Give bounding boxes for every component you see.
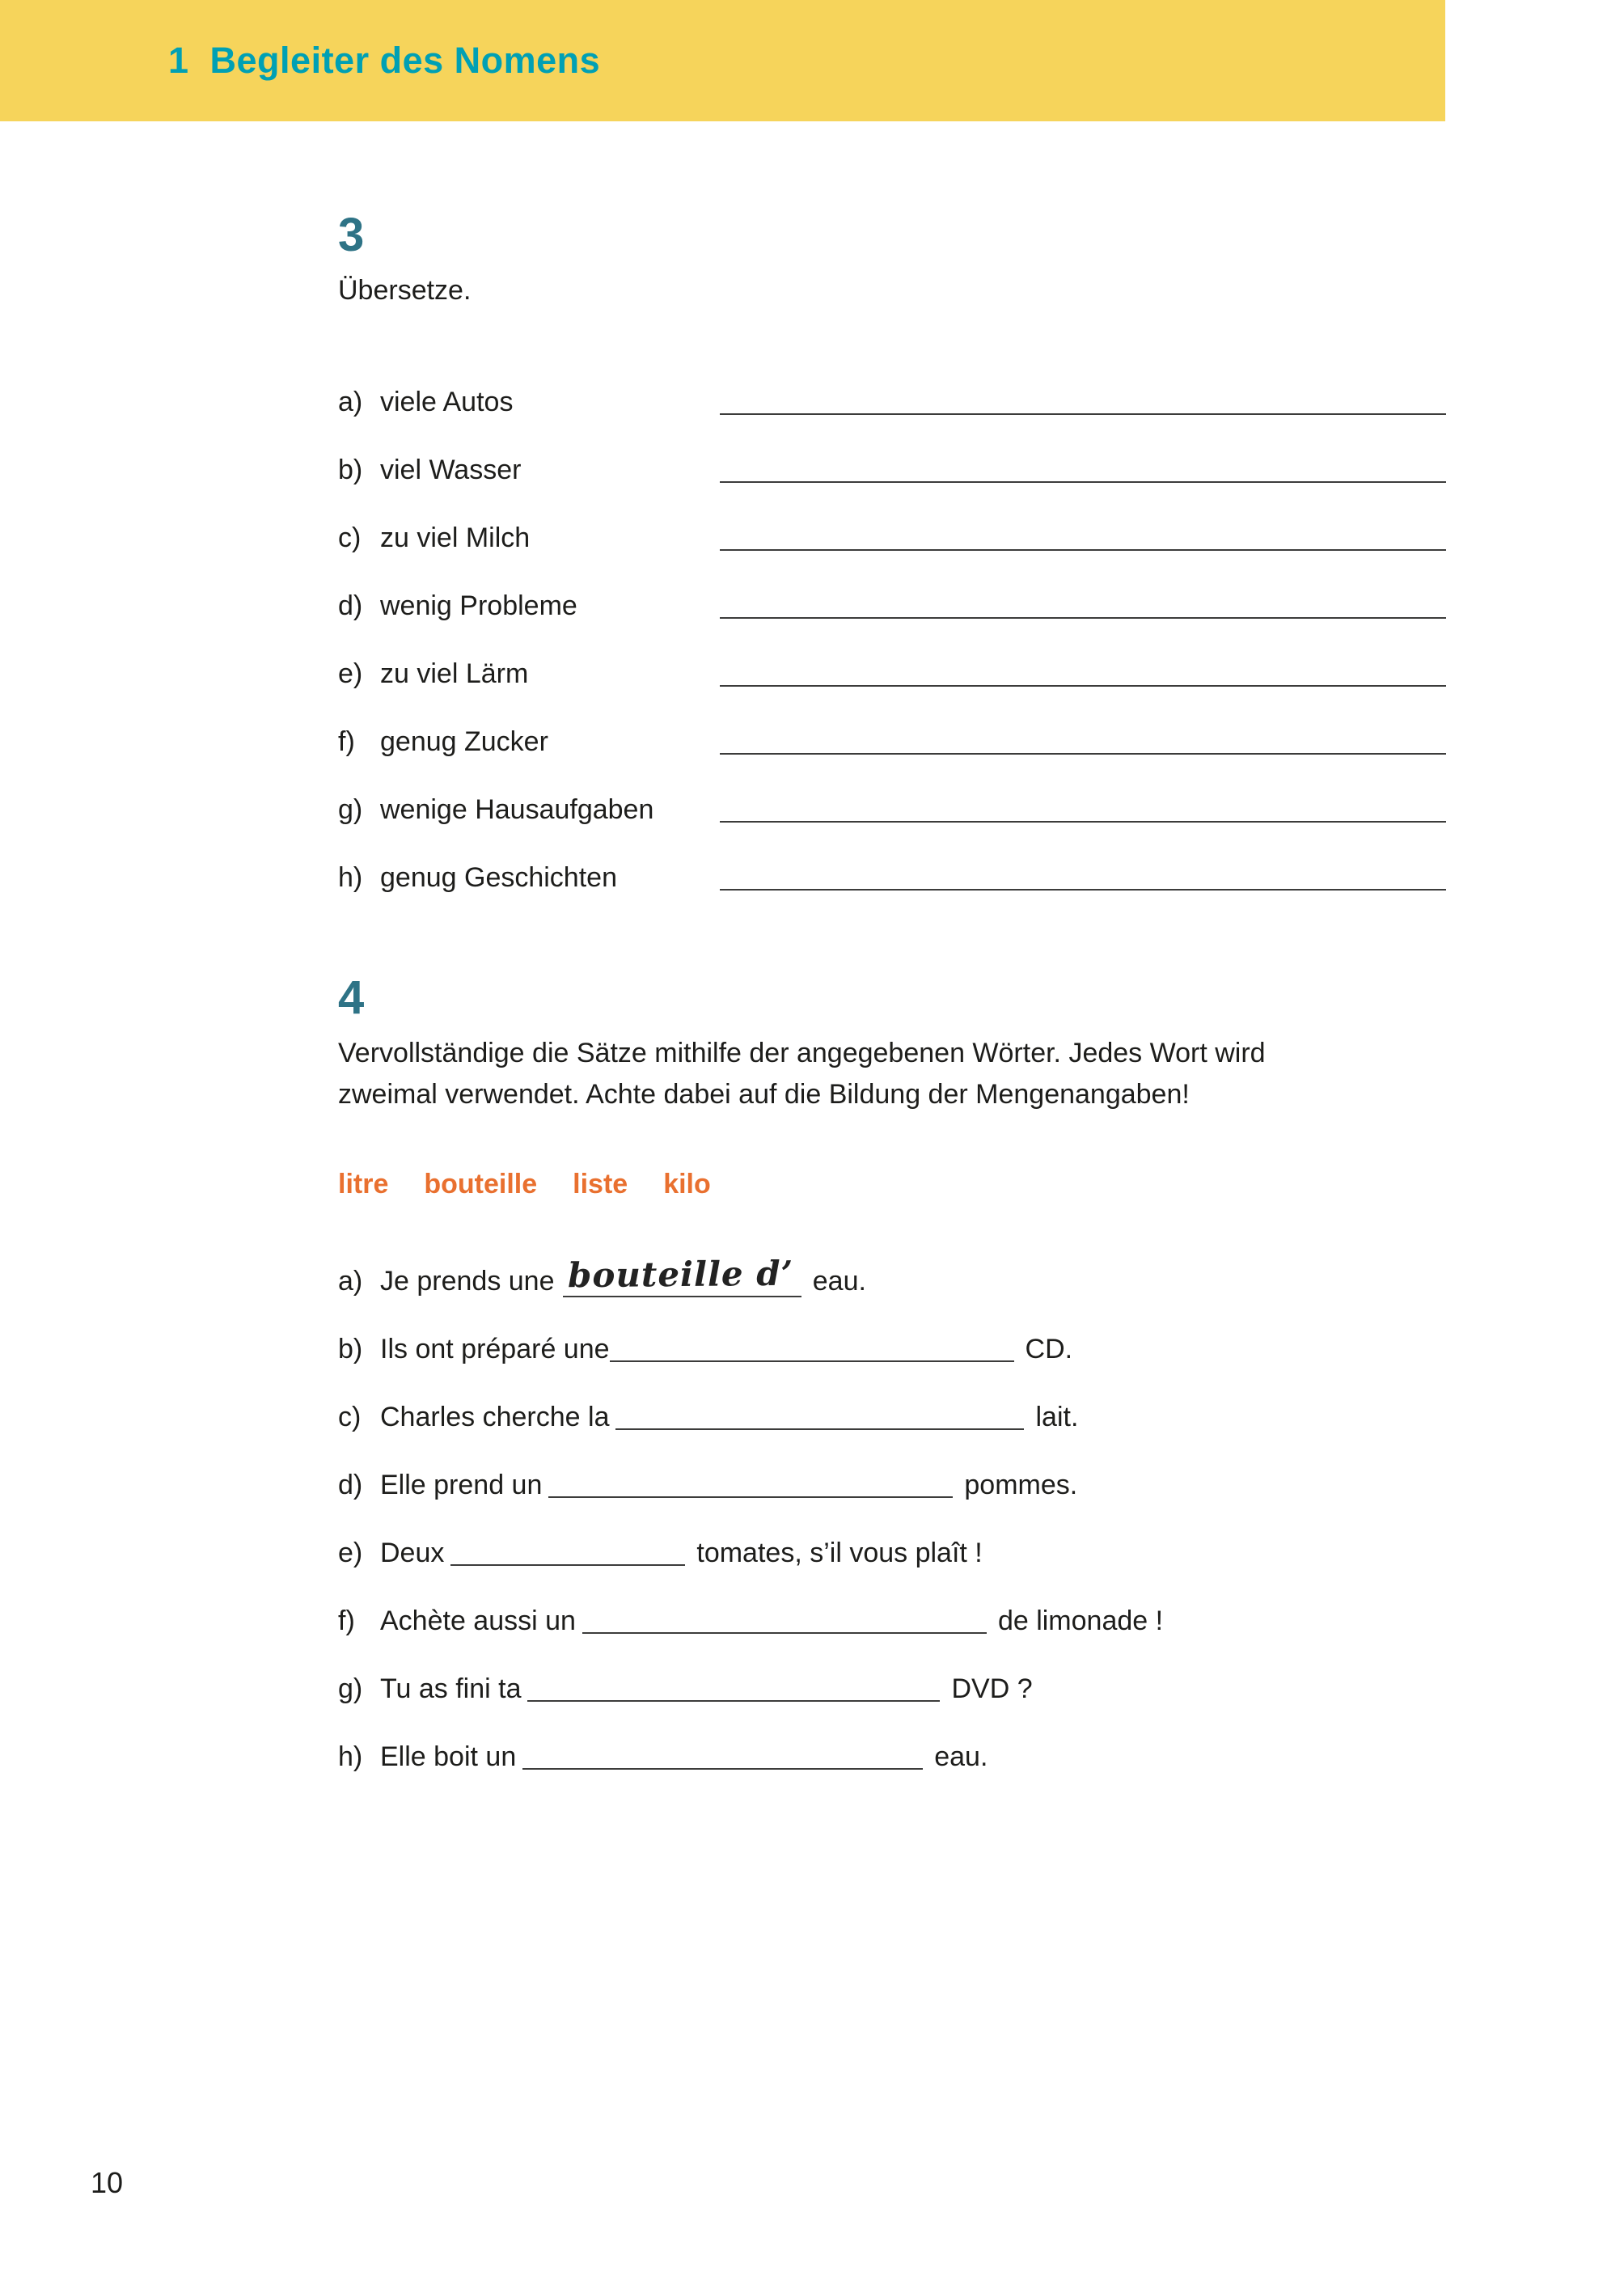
item-label: a) [338,1266,363,1297]
exercise-4-row [338,1242,1446,1310]
page-content [338,209,1446,1786]
sentence-before-blank: Elle prend un [380,1470,543,1500]
exercise-4-row [338,1718,1446,1786]
answer-blank-line [548,1496,953,1498]
answer-blank-line [615,1428,1024,1430]
chapter-header-band [0,0,1445,121]
item-label: d) [338,1470,363,1500]
sentence-before-blank: Je prends une [380,1266,555,1297]
chapter-number: 1 [168,40,189,81]
exercise-4-instruction [338,1033,1446,1115]
sentence-after-blank: lait. [1035,1402,1079,1432]
answer-blank-line [720,617,1446,619]
item-text: zu viel Lärm [380,658,529,689]
item-label: g) [338,794,363,825]
item-text: viel Wasser [380,455,522,485]
sentence-after-blank: CD. [1025,1334,1073,1364]
exercise-3 [338,209,1446,907]
answer-blank-line [720,821,1446,823]
answer-blank-line [720,481,1446,483]
answer-blank-line [522,1768,923,1770]
sentence-after-blank: DVD ? [951,1673,1033,1704]
exercise-4-row [338,1446,1446,1514]
answer-blank-line [720,413,1446,415]
item-text: wenige Hausaufgaben [380,794,654,825]
exercise-3-row [338,499,1446,567]
exercise-3-row [338,703,1446,771]
chapter-title-text: Begleiter des Nomens [209,40,601,81]
filled-answer-blank [563,1254,801,1297]
exercise-4-row [338,1378,1446,1446]
word-bank-item: kilo [663,1169,711,1199]
sentence-before-blank: Deux [380,1538,445,1568]
word-bank-item: liste [573,1169,628,1199]
item-label: b) [338,455,363,485]
exercise-4-row [338,1310,1446,1378]
sentence-after-blank: de limonade ! [997,1606,1164,1636]
exercise-3-row [338,839,1446,907]
item-label: d) [338,590,363,621]
sentence-after-blank: tomates, s’il vous plaît ! [696,1538,983,1568]
answer-blank-line [582,1632,987,1634]
exercise-3-row [338,567,1446,635]
answer-blank-line [450,1564,685,1566]
sentence-before-blank: Charles cherche la [380,1402,610,1432]
item-label: f) [338,726,355,757]
answer-blank-line [527,1700,940,1702]
exercise-3-item-list [338,363,1446,907]
item-text: genug Geschichten [380,862,617,893]
answer-blank-line [610,1360,1014,1362]
sentence-before-blank: Achète aussi un [380,1606,576,1636]
instruction-line-1: Vervollständige die Sätze mithilfe der angegebenen Wörter. Jedes Wort wird [338,1038,1266,1068]
word-bank [338,1169,1446,1200]
sentence-after-blank: eau. [934,1741,988,1772]
exercise-4 [338,971,1446,1786]
exercise-4-row [338,1582,1446,1650]
sentence-after-blank: eau. [812,1266,866,1297]
exercise-3-instruction: Übersetze. [338,275,472,306]
exercise-3-row [338,771,1446,839]
sentence-before-blank: Ils ont préparé une [380,1334,610,1364]
sentence-after-blank: pommes. [964,1470,1078,1500]
item-label: a) [338,387,363,417]
item-text: zu viel Milch [380,522,531,553]
sentence-before-blank: Elle boit un [380,1741,517,1772]
exercise-3-row [338,363,1446,431]
exercise-3-number: 3 [338,209,365,261]
item-text: wenig Probleme [380,590,577,621]
item-label: h) [338,862,363,893]
item-label: e) [338,1538,363,1568]
answer-blank-line [720,685,1446,687]
word-bank-item: litre [338,1169,389,1199]
answer-blank-line [720,889,1446,891]
item-text: genug Zucker [380,726,548,757]
handwritten-answer: bouteille d’ [567,1253,793,1296]
item-label: g) [338,1673,363,1704]
item-label: c) [338,522,362,553]
item-label: e) [338,658,363,689]
answer-blank-line [720,753,1446,755]
item-label: b) [338,1334,363,1364]
item-label: c) [338,1402,362,1432]
exercise-3-row [338,635,1446,703]
exercise-4-row [338,1514,1446,1582]
item-text: viele Autos [380,387,514,417]
exercise-4-number: 4 [338,971,365,1024]
exercise-3-row [338,431,1446,499]
instruction-line-2: zweimal verwendet. Achte dabei auf die Bildung der Mengenangaben! [338,1079,1190,1110]
sentence-before-blank: Tu as fini ta [380,1673,522,1704]
item-label: f) [338,1606,355,1636]
answer-blank-line [720,549,1446,551]
page-number: 10 [91,2166,124,2199]
chapter-title [168,40,600,82]
exercise-4-item-list [338,1242,1446,1786]
word-bank-item: bouteille [424,1169,538,1199]
item-label: h) [338,1741,363,1772]
exercise-4-row [338,1650,1446,1718]
